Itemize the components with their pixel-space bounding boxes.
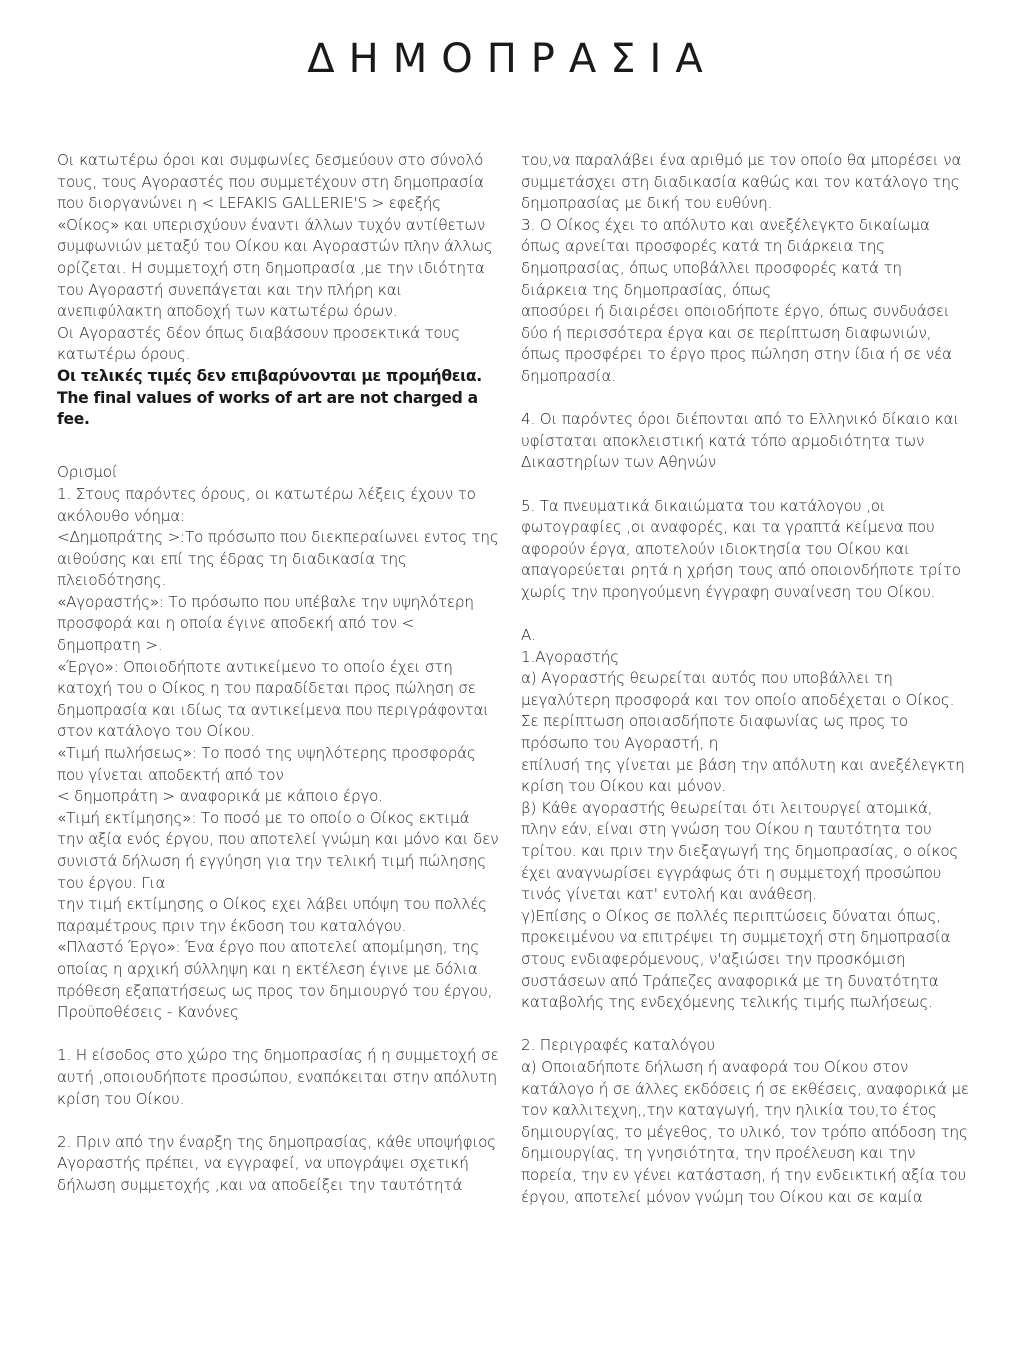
definitions-heading: Ορισμοί bbox=[57, 463, 118, 482]
condition-3: 3. Ο Οίκος έχει το απόλυτο και ανεξέλεγκτο δικαίωμα όπως αρνείται προσφορές κατά τη διάρκεια της δημοπρασίας, όπως υποβάλλει προσφορές κατά τη διάρκεια της δημοπρασίας, όπως bbox=[521, 215, 930, 299]
condition-3-cont: αποσύρει ή διαιρέσει οποιοδήποτε έργο, όπως συνδυάσει δύο ή περισσότερα έργα και σε περίπτωση διαφωνιών, όπως προσφέρει το έργο προς πώληση στην ίδια ή σε νέα δημοπρασία. bbox=[521, 302, 952, 385]
read-carefully-paragraph: Οι Αγοραστές δέον όπως διαβάσουν προσεκτικά τους κατωτέρω όρους. bbox=[57, 323, 460, 364]
definition-auctioneer: <Δημοπράτης >:Το πρόσωπο που διεκπεραίωνει εντος της αιθούσης και επί της έδρας τη διαδικασία της πλειοδότησης. bbox=[57, 528, 499, 590]
right-column bbox=[521, 150, 969, 1208]
definition-work: «Έργο»: Οποιοδήποτε αντικείμενο το οποίο έχει στη κατοχή του ο Οίκος η του παραδίδεται προς πώληση σε δημοπρασία και ιδίως τα αντικείμενα που περιγράφονται στον κατάλογο του Οίκου. bbox=[57, 657, 489, 741]
buyer-clause-b: β) Κάθε αγοραστής θεωρείται ότι λειτουργεί ατομικά, πλην εάν, είναι στη γνώση του Οίκου η ταυτότητα του τρίτου. και πριν την διεξαγωγή της δημοπρασίας, ο οίκος έχει αναγνωρίσει εγγράφως ότι η συμμετοχή προσώπου τινός γίνεται κατ' εντολή και ανάθεση. bbox=[521, 798, 959, 904]
definition-sale-price: «Τιμή πωλήσεως»: Το ποσό της υψηλότερης προσφοράς που γίνεται αποδεκτή από τον bbox=[57, 744, 476, 784]
definition-buyer: «Αγοραστής»: Το πρόσωπο που υπέβαλε την υψηλότερη προσφορά και η οποία έγινε αποδεκή από τον < δημοπρατη >. bbox=[57, 592, 474, 655]
condition-5: 5. Τα πνευματικά δικαιώματα του κατάλογου ,οι φωτογραφίες ,οι αναφορές, και τα γραπτά κείμενα που αφορούν έργα, αποτελούν ιδιοκτησία του Οίκου και απαγορεύεται ρητά η χρήση τους από οποιονδήποτε τρίτο χωρίς την προηγούμενη έγγραφη συναίνεση του Οίκου. bbox=[521, 496, 961, 601]
condition-2: 2. Πριν από την έναρξη της δημοπρασίας, κάθε υποψήφιος Αγοραστής πρέπει, να εγγραφεί, να υπογράψει σχετική δήλωση συμμετοχής ,και να αποδείξει την ταυτότητά bbox=[57, 1132, 496, 1194]
catalogue-clause-a: α) Οποιαδήποτε δήλωση ή αναφορά του Οίκου στον κατάλογο ή σε άλλες εκδόσεις ή σε εκθέσεις, αναφορικά με τον καλλιτεχνη,,την καταγωγή, την ηλικία του,το έτος δημιουργίας, το μέγεθος, το υλικό, τον τρόπο απόδοση της δημιουργίας, τη γνησιότητα, την προέλευση και την πορεία, την εν γένει κατάσταση, ή την ενδεικτική αξία του έργου, αποτελεί μόνον γνώμη του Οίκου και σε καμία bbox=[521, 1057, 969, 1206]
definition-sale-price-cont: < δημοπράτη > αναφορικά με κάποιο έργο. bbox=[57, 787, 383, 806]
fee-notice-english: The final values of works of art are not charged a fee. bbox=[57, 388, 478, 429]
conditions-heading: Προϋποθέσεις - Κανόνες bbox=[57, 1003, 239, 1022]
left-column bbox=[57, 150, 499, 1197]
definition-estimate: «Τιμή εκτίμησης»: Το ποσό με το οποίο ο Οίκος εκτιμά την αξία ενός έργου, που αποτελεί γνώμη και μόνο και δεν συνιστά δήλωση ή εγγύηση για την τελική τιμή πώλησης του έργου. Για bbox=[57, 808, 499, 892]
fee-notice-greek: Οι τελικές τιμές δεν επιβαρύνονται με προμήθεια. bbox=[57, 366, 482, 385]
definition-forgery: «Πλαστό Έργο»: Ένα έργο που αποτελεί απομίμηση, της οποίας η αρχική σύλληψη και η εκτέλεση έγινε με δόλια πρόθεση εξαπατήσεως ως προς τον δημιουργό του έργου, bbox=[57, 938, 493, 1000]
page-title: ΔΗΜΟΠΡΑΣΙΑ bbox=[307, 36, 717, 82]
buyer-clause-c: γ)Επίσης ο Οίκος σε πολλές περιπτώσεις δύναται όπως, προκειμένου να επιτρέψει τη συμμετοχή στη δημοπρασία στους ενδιαφερόμενους, ν'αξιώσει την προσκόμιση συστάσεων από Τράπεζες αναφορικά με τη δυνατότητα καταβολής της ενδεχόμενης τελικής τιμής πωλήσεως. bbox=[521, 906, 951, 1012]
condition-1: 1. Η είσοδος στο χώρο της δημοπρασίας ή η συμμετοχή σε αυτή ,οποιουδήποτε προσώπου, εναπόκειται στην απόλυτη κρίση του Οίκου. bbox=[57, 1046, 499, 1108]
buyer-clause-a-cont: επίλυσή της γίνεται με βάση την απόλυτη και ανεξέλεγκτη κρίση του Οίκου και μόνον. bbox=[521, 755, 965, 796]
catalogue-subheading: 2. Περιγραφές καταλόγου bbox=[521, 1036, 716, 1055]
definitions-intro: 1. Στους παρόντες όρους, οι κατωτέρω λέξεις έχουν το ακόλουθο νόημα: bbox=[57, 484, 476, 525]
intro-paragraph: Οι κατωτέρω όροι και συμφωνίες δεσμεύουν στο σύνολό τους, τους Αγοραστές που συμμετέχουν στη δημοπρασία που διοργανώνει η < LEFAKIS GALLERIE'S > εφεξής «Οίκος» και υπερισχύουν έναντι άλλων τυχόν αντίθετων συμφωνιών μεταξύ του Οίκου και Αγοραστών πλην άλλως ορίζεται. Η συμμετοχή στη δημοπρασία ,με την ιδιότητα του Αγοραστή συνεπάγεται και την πλήρη και ανεπιφύλακτη αποδοχή των κατωτέρω όρων. bbox=[57, 151, 493, 321]
definition-estimate-cont: την τιμή εκτίμησης ο Οίκος εχει λάβει υπόψη του πολλές παραμέτρους πριν την έκδοση του καταλόγου. bbox=[57, 895, 487, 935]
condition-2-cont: του,να παραλάβει ένα αριθμό με τον οποίο θα μπορέσει να συμμετάσχει στη διαδικασία καθώς και τον κατάλογο της δημοπρασίας με δική του ευθύνη. bbox=[521, 151, 962, 213]
buyer-clause-a: α) Αγοραστής θεωρείται αυτός που υποβάλλει τη μεγαλύτερη προσφορά και τον οποίο αποδέχεται ο Οίκος. Σε περίπτωση οποιασδήποτε διαφωνίας ως προς το πρόσωπο του Αγοραστή, η bbox=[521, 669, 955, 753]
condition-4: 4. Οι παρόντες όροι διέπονται από το Ελληνικό δίκαιο και υφίσταται αποκλειστική κατά τόπο αρμοδιότητα των Δικαστηρίων των Αθηνών bbox=[521, 410, 959, 472]
section-a-heading: Α. bbox=[521, 626, 536, 645]
buyer-subheading: 1.Αγοραστής bbox=[521, 647, 619, 666]
